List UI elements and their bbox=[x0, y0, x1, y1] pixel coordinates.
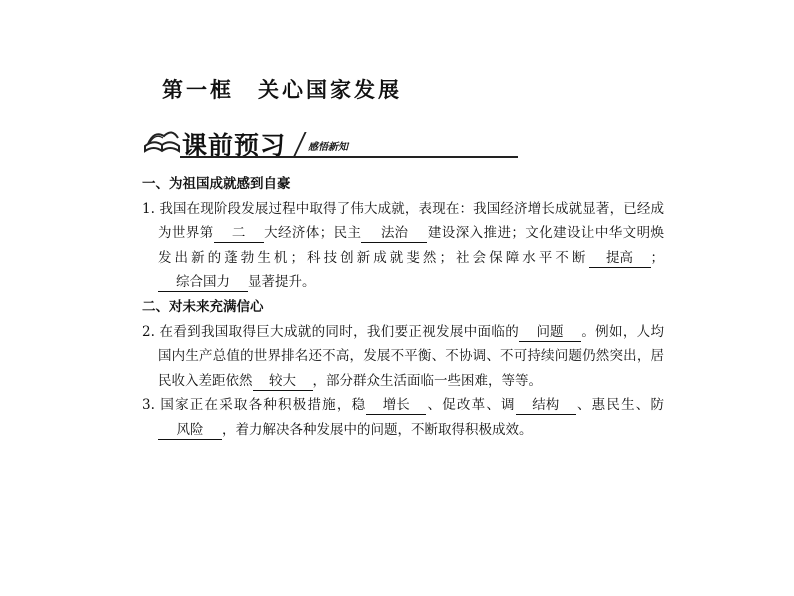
q1-answer-3: 提高 bbox=[589, 249, 651, 268]
q1-answer-2: 法治 bbox=[361, 224, 427, 243]
q2-text-1: 2. 在看到我国取得巨大成就的同时，我们要正视发展中面临的 bbox=[142, 323, 520, 340]
section-heading-1: 一、为祖国成就感到自豪 bbox=[142, 176, 291, 192]
q3-answer-3: 风险 bbox=[158, 421, 222, 440]
banner-underline bbox=[180, 156, 518, 158]
q1-text-5: 显著提升。 bbox=[248, 274, 316, 291]
question-3 bbox=[142, 393, 664, 442]
lesson-title: 第一框 关心国家发展 bbox=[162, 78, 402, 102]
q2-answer-2: 较大 bbox=[253, 372, 313, 391]
open-book-icon bbox=[142, 126, 182, 160]
q3-text-3: 、惠民生、防 bbox=[575, 397, 665, 414]
lesson-content bbox=[142, 172, 664, 443]
q3-answer-2: 结构 bbox=[516, 396, 576, 415]
q1-answer-1: 二 bbox=[214, 224, 264, 243]
question-2 bbox=[142, 320, 664, 394]
banner-divider bbox=[293, 132, 306, 156]
section-banner bbox=[140, 122, 380, 162]
banner-title: 课前预习 bbox=[182, 131, 287, 160]
q2-answer-1: 问题 bbox=[519, 323, 581, 342]
question-1 bbox=[142, 197, 664, 295]
section-heading-2: 二、对未来充满信心 bbox=[142, 298, 264, 315]
q1-answer-4: 综合国力 bbox=[158, 273, 248, 292]
q1-text-1: 1. 我国在现阶段发展过程中取得了伟大成就，表现在：我国经济增长成就显著，已经成为世界第 bbox=[142, 200, 664, 242]
q1-text-2: 大经济体；民主 bbox=[263, 225, 362, 242]
q3-text-2: 、促改革、调 bbox=[426, 397, 516, 414]
q2-text-2: 。例如，人均国内生产总值的世界排名还不高，发展不平衡、不协调、不可持续问题仍然突出，居民收入差距依然 bbox=[158, 323, 664, 389]
banner-subtitle: 感悟新知 bbox=[308, 142, 348, 153]
q2-text-3: ，部分群众生活面临一些困难，等等。 bbox=[312, 372, 542, 389]
q1-text-4: ； bbox=[650, 249, 664, 266]
q3-text-4: ，着力解决各种发展中的问题，不断取得积极成效。 bbox=[222, 421, 533, 438]
q1-text-3: 建设深入推进；文化建设让中华文明焕发出新的蓬勃生机；科技创新成就斐然；社会保障水平不断 bbox=[158, 225, 665, 266]
q3-answer-1: 增长 bbox=[366, 396, 426, 415]
q3-text-1: 3. 国家正在采取各种积极措施，稳 bbox=[142, 397, 367, 414]
